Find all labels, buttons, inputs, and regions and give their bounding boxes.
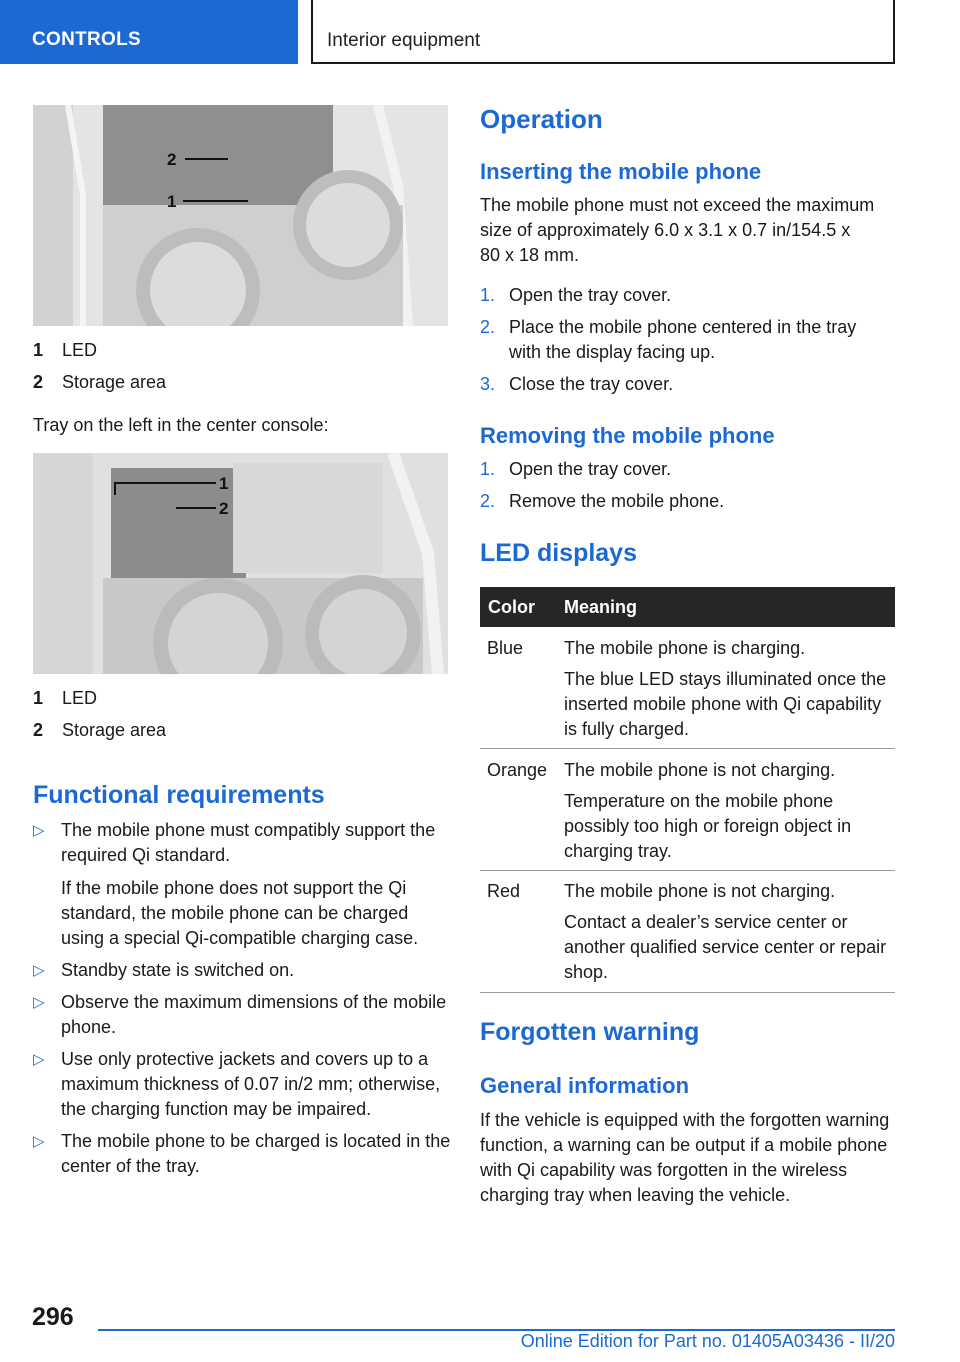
legend-number: 2 <box>33 720 44 740</box>
figure-tray-left <box>33 453 448 674</box>
bullet-item <box>33 1129 453 1179</box>
legend-text: Storage area <box>62 720 167 740</box>
step-text: Remove the mobile phone. <box>509 491 725 511</box>
tray-left-caption: Tray on the left in the center console: <box>33 415 329 435</box>
page-number: 296 <box>32 1303 74 1331</box>
legend-text: LED <box>62 688 98 708</box>
cell-detail: Temperature on the mobile phone possibly too high or foreign object in charging tray. <box>564 791 852 861</box>
forgotten-text: If the vehicle is equipped with the forgotten warning function, a warning can be output if a mobile phone with Qi capability was forgotten in the wireless charging tray when leaving the vehicle. <box>480 1110 890 1205</box>
cell-detail: The blue LED stays illuminated once the inserted mobile phone with Qi capability is fully charged. <box>564 669 887 739</box>
bullet-text: Use only protective jackets and covers up to a maximum thickness of 0.07 in/2 mm; otherwise, the charging function may be impaired. <box>61 1049 441 1119</box>
chapter-header <box>311 0 895 64</box>
step-text: Place the mobile phone centered in the tray with the display facing up. <box>509 317 857 362</box>
column-header-meaning: Meaning <box>564 597 638 617</box>
step-number: 2. <box>480 317 496 337</box>
functional-heading: Functional requirements <box>33 781 325 809</box>
bullet-text: Observe the maximum dimensions of the mobile phone. <box>61 992 447 1037</box>
step-number: 1. <box>480 285 496 305</box>
chapter-title: Interior equipment <box>327 30 481 51</box>
bullet-item <box>33 818 453 951</box>
legend-number: 1 <box>33 340 44 360</box>
forgotten-heading: Forgotten warning <box>480 1018 700 1046</box>
figure-tray-center <box>33 105 448 326</box>
step-item <box>480 315 890 365</box>
section-label: CONTROLS <box>32 29 142 50</box>
legend-text: Storage area <box>62 372 167 392</box>
triangle-bullet-icon: ▷ <box>33 1133 45 1150</box>
legend-text: LED <box>62 340 98 360</box>
operation-heading: Operation <box>480 104 603 134</box>
callout-2: 2 <box>167 150 177 169</box>
row-divider <box>480 870 895 871</box>
cell-meaning: The mobile phone is not charging. <box>564 881 836 901</box>
callout-1: 1 <box>219 474 229 493</box>
callout-1: 1 <box>167 192 177 211</box>
step-text: Close the tray cover. <box>509 374 674 394</box>
triangle-bullet-icon: ▷ <box>33 962 45 979</box>
step-item <box>480 489 890 514</box>
step-number: 2. <box>480 491 496 511</box>
table-header <box>480 587 895 627</box>
tray-photo-1 <box>33 105 448 326</box>
cell-meaning: The mobile phone is not charging. <box>564 760 836 780</box>
inserting-heading: Inserting the mobile phone <box>480 159 762 184</box>
step-text: Open the tray cover. <box>509 285 672 305</box>
cell-color: Red <box>487 881 521 901</box>
step-number: 1. <box>480 459 496 479</box>
bullet-text: The mobile phone must compatibly support the required Qi standard. <box>61 820 436 865</box>
bullet-text: Standby state is switched on. <box>61 960 295 980</box>
section-tab <box>0 0 298 64</box>
triangle-bullet-icon: ▷ <box>33 822 45 839</box>
column-header-color: Color <box>488 597 535 617</box>
tray-photo-2 <box>33 453 448 674</box>
bullet-text: The mobile phone to be charged is located in the center of the tray. <box>61 1131 451 1176</box>
legend-number: 1 <box>33 688 44 708</box>
triangle-bullet-icon: ▷ <box>33 994 45 1011</box>
legend-number: 2 <box>33 372 44 392</box>
bullet-item <box>33 1047 453 1122</box>
bullet-item <box>33 990 453 1040</box>
bullet-item <box>33 958 453 983</box>
cell-meaning: The mobile phone is charging. <box>564 638 806 658</box>
cell-detail: Contact a dealer’s service center or another qualified service center or repair shop. <box>564 912 887 982</box>
callout-2: 2 <box>219 499 229 518</box>
inserting-intro: The mobile phone must not exceed the maximum size of approximately 6.0 x 3.1 x 0.7 in/154.5 x 80 x 18 mm. <box>480 195 875 265</box>
step-text: Open the tray cover. <box>509 459 672 479</box>
cell-color: Blue <box>487 638 524 658</box>
triangle-bullet-icon: ▷ <box>33 1051 45 1068</box>
step-number: 3. <box>480 374 496 394</box>
bullet-subtext: If the mobile phone does not support the Qi standard, the mobile phone can be charged using a special Qi-compatible charging case. <box>61 878 419 948</box>
cell-color: Orange <box>487 760 548 780</box>
row-divider <box>480 992 895 993</box>
step-item <box>480 372 890 397</box>
removing-heading: Removing the mobile phone <box>480 423 775 448</box>
row-divider <box>480 748 895 749</box>
edition-note: Online Edition for Part no. 01405A03436 - II/20 <box>520 1331 895 1351</box>
step-item <box>480 457 890 482</box>
general-info-heading: General information <box>480 1073 690 1098</box>
step-item <box>480 283 890 308</box>
led-heading: LED displays <box>480 539 637 567</box>
